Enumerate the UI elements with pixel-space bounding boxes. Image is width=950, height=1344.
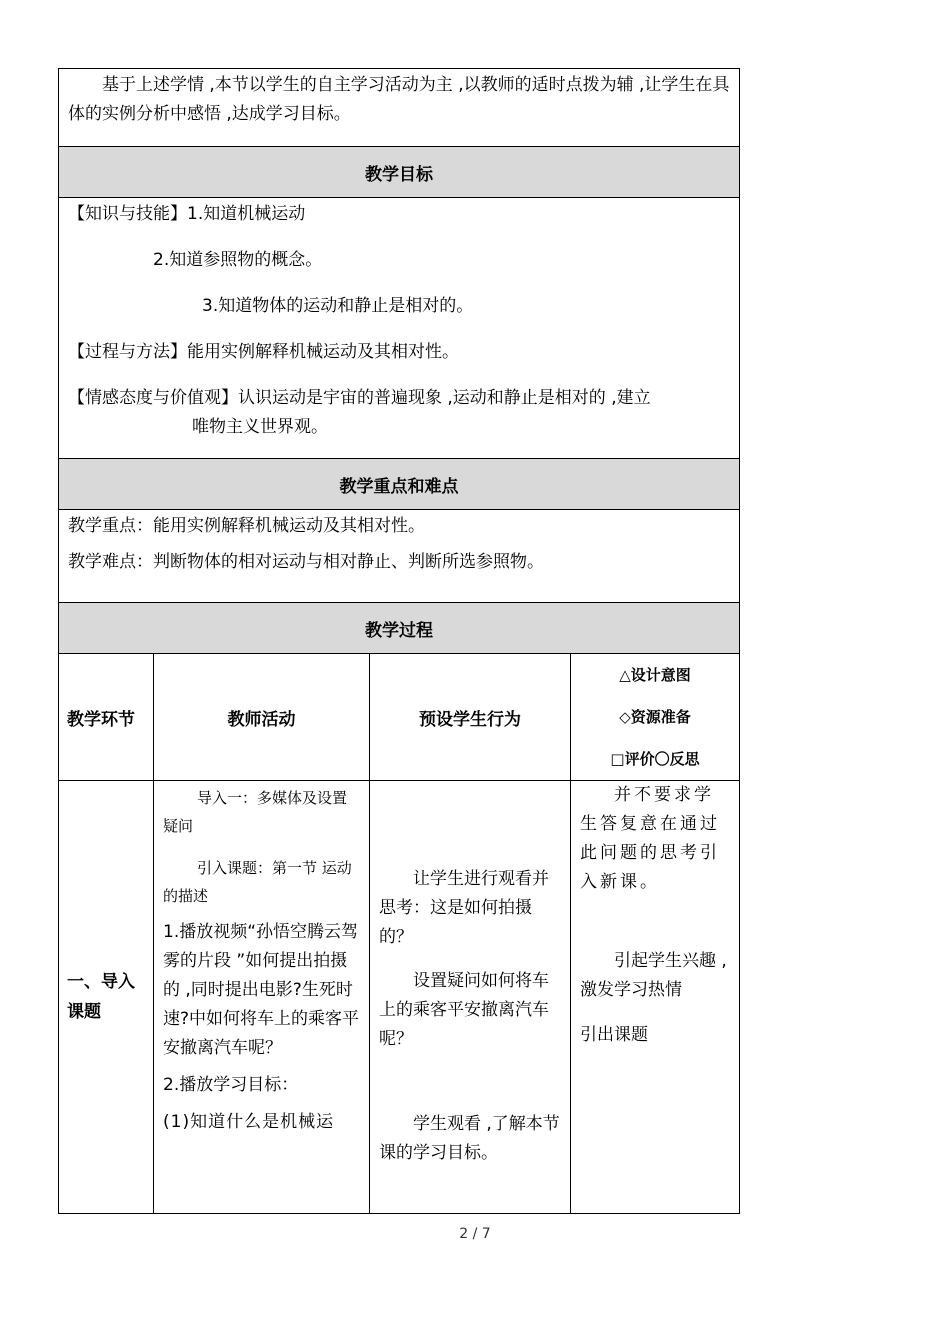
keypoints-content-row xyxy=(59,510,740,603)
goal-emotion-line-1: 【情感态度与价值观】认识运动是宇宙的普遍现象 ,运动和静止是相对的 ,建立 xyxy=(68,388,651,408)
process-heading-cell xyxy=(59,603,740,654)
process-row-intro xyxy=(59,781,740,1214)
key-point: 教学重点：能用实例解释机械运动及其相对性。 xyxy=(68,516,425,536)
lesson-plan-table xyxy=(58,68,740,1214)
student-behavior-3: 学生观看 ,了解本节课的学习目标。 xyxy=(379,1114,560,1163)
intro-row xyxy=(59,69,740,147)
teacher-activity-3: 1.播放视频“孙悟空腾云驾雾的片段 ”如何提出拍摄的 ,同时提出电影?生死时速?中如何将车上的乘客平安撤离汽车呢？ xyxy=(163,922,360,1058)
goals-content-cell xyxy=(59,198,740,459)
intro-text: 基于上述学情 ,本节以学生的自主学习活动为主 ,以教师的适时点拨为辅 ,让学生在具体的实例分析中感悟 ,达成学习目标。 xyxy=(68,75,730,124)
column-header-design-line-3: □评价〇反思 xyxy=(610,750,700,768)
teacher-activity-5: (1)知道什么是机械运 xyxy=(163,1112,335,1132)
goal-process: 【过程与方法】能用实例解释机械运动及其相对性。 xyxy=(68,342,459,362)
intro-cell xyxy=(59,69,740,147)
student-behavior-cell xyxy=(370,781,571,1214)
student-behavior-1: 让学生进行观看并思考：这是如何拍摄的？ xyxy=(379,869,549,947)
column-header-student: 预设学生行为 xyxy=(370,654,571,781)
design-intent-cell xyxy=(571,781,740,1214)
keypoints-heading: 教学重点和难点 xyxy=(339,476,459,497)
column-header-teacher: 教师活动 xyxy=(154,654,370,781)
student-behavior-2: 设置疑问如何将车上的乘客平安撤离汽车呢？ xyxy=(379,971,549,1049)
design-intent-3: 引出课题 xyxy=(580,1025,648,1045)
teacher-activity-4: 2.播放学习目标： xyxy=(163,1075,299,1095)
goals-heading: 教学目标 xyxy=(365,164,434,185)
keypoints-content-cell xyxy=(59,510,740,603)
design-intent-1: 并不要求学生答复意在通过此问题的思考引入新课。 xyxy=(580,785,720,892)
process-heading-row xyxy=(59,603,740,654)
process-column-header-row xyxy=(59,654,740,781)
teacher-activity-cell xyxy=(154,781,370,1214)
column-header-design-line-2: ◇资源准备 xyxy=(619,708,691,726)
goal-knowledge-1: 【知识与技能】1.知道机械运动 xyxy=(68,204,306,224)
page-number: 2 / 7 xyxy=(459,1226,491,1242)
goal-emotion-line-2: 唯物主义世界观。 xyxy=(192,417,328,437)
column-header-stage: 教学环节 xyxy=(59,654,154,781)
column-header-design xyxy=(571,654,740,781)
teacher-activity-1: 导入一：多媒体及设置疑问 xyxy=(163,789,348,835)
teacher-activity-2: 引入课题：第一节 运动的描述 xyxy=(163,859,352,905)
goals-content-row xyxy=(59,198,740,459)
goals-heading-cell xyxy=(59,147,740,198)
goal-knowledge-2: 2.知道参照物的概念。 xyxy=(153,250,323,270)
keypoints-heading-cell xyxy=(59,459,740,510)
design-intent-2: 引起学生兴趣 ,激发学习热情 xyxy=(580,951,727,1000)
stage-intro-label: 一、导入课题 xyxy=(59,781,154,1214)
goal-knowledge-3: 3.知道物体的运动和静止是相对的。 xyxy=(202,296,474,316)
goals-heading-row xyxy=(59,147,740,198)
keypoints-heading-row xyxy=(59,459,740,510)
column-header-design-line-1: △设计意图 xyxy=(619,666,691,684)
difficulty-point: 教学难点：判断物体的相对运动与相对静止、判断所选参照物。 xyxy=(68,552,544,572)
process-heading: 教学过程 xyxy=(365,620,434,641)
